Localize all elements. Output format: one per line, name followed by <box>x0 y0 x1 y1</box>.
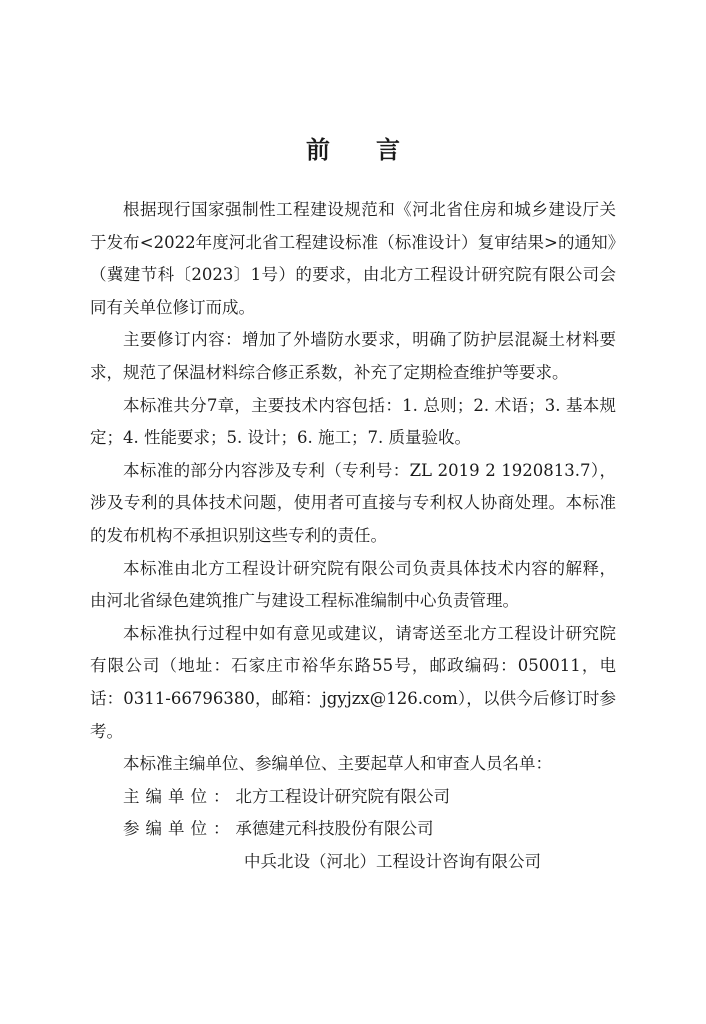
participant-unit-value-1: 承德建元科技股份有限公司 <box>235 819 434 839</box>
title-char-2: 言 <box>376 135 400 164</box>
chief-unit-row <box>90 781 616 814</box>
participant-unit-label: 参编单位： <box>123 819 236 839</box>
participant-unit-row <box>90 813 616 846</box>
paragraph-chapters: 本标准共分7章，主要技术内容包括：1. 总则；2. 术语；3. 基本规定；4. 性能要求；5. 设计；6. 施工；7. 质量验收。 <box>90 395 616 448</box>
title-char-1: 前 <box>306 135 330 164</box>
paragraph-management: 本标准由北方工程设计研究院有限公司负责具体技术内容的解释，由河北省绿色建筑推广与建设工程标准编制中心负责管理。 <box>90 558 616 611</box>
paragraph-contact: 本标准执行过程中如有意见或建议，请寄送至北方工程设计研究院有限公司（地址：石家庄市裕华东路55号，邮政编码：050011，电话：0311-66796380，邮箱：jgyjzx@126.com），以供今后修订时参考。 <box>90 623 616 741</box>
participant-unit-row-2 <box>90 846 616 879</box>
chief-unit-label: 主编单位： <box>123 786 236 806</box>
chief-unit-value: 北方工程设计研究院有限公司 <box>235 786 450 806</box>
participant-unit-value-2: 中兵北设（河北）工程设计咨询有限公司 <box>244 851 541 871</box>
paragraph-patent: 本标准的部分内容涉及专利（专利号：ZL 2019 2 1920813.7），涉及专利的具体技术问题，使用者可直接与专利权人协商处理。本标准的发布机构不承担识别这些专利的责任。 <box>90 460 616 545</box>
preface-body <box>90 194 616 878</box>
paragraph-revisions: 主要修订内容：增加了外墙防水要求，明确了防护层混凝土材料要求，规范了保温材料综合修正系数，补充了定期检查维护等要求。 <box>90 330 616 382</box>
page-title <box>0 132 706 168</box>
paragraph-unit-list-intro: 本标准主编单位、参编单位、主要起草人和审查人员名单： <box>123 754 552 774</box>
paragraph-basis: 根据现行国家强制性工程建设规范和《河北省住房和城乡建设厅关于发布<2022年度河北省工程建设标准（标准设计）复审结果>的通知》（冀建节科〔2023〕1号）的要求，由北方工程设计研究院有限公司会同有关单位修订而成。 <box>90 200 616 317</box>
